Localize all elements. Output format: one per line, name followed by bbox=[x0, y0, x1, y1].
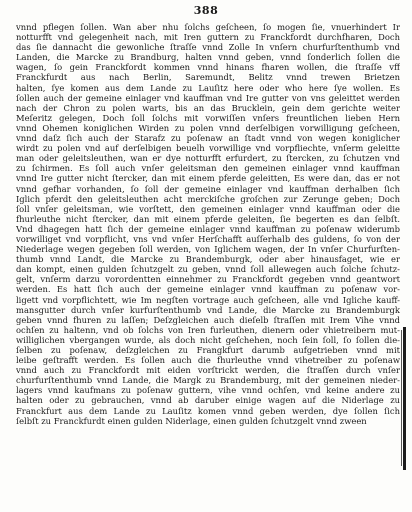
page-number: 388 bbox=[193, 4, 219, 17]
text-line: notturfft vnd gelegenheit nach, mit Iren guttern zu Franckfordt durchfharen, Doch bbox=[16, 32, 400, 43]
text-line: fhurleuthe nicht ſtercker, dan mit einem pferde geleiten, ſie begerten es dan ſelbſt. bbox=[16, 213, 400, 224]
body-text bbox=[16, 22, 400, 426]
text-line: williglichen vbergangen wurde, als doch nicht geſchehen, noch ſein ſoll, ſo ſollen die- bbox=[16, 334, 400, 345]
text-line: Franckfurt aus dem Lande zu Lauſitz komen vnnd geben werden, dye ſollen ſich bbox=[16, 405, 400, 416]
text-line: ochſen zu haltenn, vnd ob ſolchs von Iren furleuthen, dienern oder vhietreibern mut- bbox=[16, 324, 400, 335]
text-line: vnnd Ire gutter nicht ſtercker, dan mit einem pferde geleitten, Es were dan, das er not bbox=[16, 173, 400, 184]
text-line: Niederlage wegen gegeben ſoll werden, von Iglichem wagen, der In vnſer Churfurſten- bbox=[16, 244, 400, 255]
text-line: geben vnnd fhuren zu laſſen; Deſzgleichen auch dieſelb ſtraſſen mit Irem Vihe vnnd bbox=[16, 314, 400, 325]
text-line: das ſie dannacht die gewonliche ſtraſſe vnnd Zolle In vnſern churfurſtenthumb vnd bbox=[16, 42, 400, 53]
text-line: vnnd gefhar vorhanden, ſo ſoll der gemeine einlager vnd kauffman derhalben ſich bbox=[16, 183, 400, 194]
text-line: vnnd daſz ſich auch der Starafz zu poſenaw an ſtadt vnnd von wegen koniglicher bbox=[16, 133, 400, 144]
text-line: Vnd dhagegen hatt ſich der gemeine einlager vnnd kauffman zu poſenaw widerumb bbox=[16, 223, 400, 234]
text-line: vorwilliget vnd vorpflicht, vns vnd vnſer Herſchafft auſſerhalb des guldens, ſo von der bbox=[16, 233, 400, 244]
text-line: werden. Es hatt ſich auch der gemeine einlager vnnd kauffman zu poſenaw vor- bbox=[16, 284, 400, 295]
text-line: leibe geſtrafft werden. Es ſollen auch die fhurleuthe vnnd vihetreiber zu poſenaw bbox=[16, 355, 400, 366]
text-line: ſelben zu poſenaw, deſzgleichen zu Frangkfurt darumb aufgetrieben vnnd mit bbox=[16, 345, 400, 355]
text-line: Landen, die Marcke zu Brandburg, halten vnnd geben, vnnd ſonderlich ſollen die bbox=[16, 52, 400, 63]
text-line: lagers vnnd kaufmans zu poſenaw guttern, vihe vnnd ochſen, vnd keine andere zu bbox=[16, 385, 400, 396]
text-line: Franckfurdt aus nach Berlin, Saremundt, Belitz vnnd trewen Brietzen bbox=[16, 72, 400, 83]
text-line: ſelbſt zu Franckfurdt einen gulden Niderlage, einen gulden ſchutzgelt vnnd zween bbox=[16, 415, 367, 426]
text-line: Meſeritz gelegen, Doch ſoll ſolchs mit vorwiſſen vnſers freuntlichen lieben Hern bbox=[16, 112, 400, 123]
text-line: man oder geleitsleuthen, wan er dye notturfft erfurdert, zu ſtercken, zu ſchutzen vnd bbox=[16, 153, 400, 164]
margin-line bbox=[403, 327, 406, 470]
text-line: dan kompt, einen gulden ſchutzgelt zu geben, vnnd ſoll allewegen auch ſolche ſchutz- bbox=[16, 264, 400, 275]
text-line: churfurſtenthumb vnnd Lande, die Margk zu Brandemburg, mit der gemeinen nieder- bbox=[16, 375, 400, 386]
text-line: Iglich pferdt den geleitsleuthen acht merckiſche groſchen zur Zerunge geben; Doch bbox=[16, 193, 400, 204]
margin-line bbox=[401, 330, 402, 466]
text-line: wagen, ſo gein Franckfordt kommen vnnd hinans fharen wollen, die ſtraſſe vff bbox=[16, 62, 400, 73]
text-line: nach der Chron zu polen warts, bis an das Brucklein, gein dem gerichte weiter bbox=[16, 102, 400, 113]
text-line: wirdt zu polen vnd auf derſelbigen beuelh vorwillige vnd vorpfliechte, vnſerm geleitte bbox=[16, 143, 400, 154]
text-line: ſoll vnſer geleitsman, wie vorſtett, den gemeinen einlager vnnd kauffman oder die bbox=[16, 203, 400, 214]
text-line: mansgutter durch vnſer kurfurſtenthumb vnd Lande, die Marcke zu Brandemburgk bbox=[16, 304, 400, 315]
text-line: ligett vnd vorpflichtett, wie Im negſten vortrage auch geſcheen, alle vnd Igliche kauff- bbox=[16, 294, 400, 305]
text-line: zu ſchirmen. Es ſoll auch vnſer geleitsman den gemeinen einlager vnnd kauffman bbox=[16, 163, 400, 174]
text-line: vnnd pflegen ſollen. Wan aber nhu ſolchs geſcheen, ſo mogen ſie, vnuerhindert Ir bbox=[16, 22, 400, 32]
text-line: vnnd auch zu Franckfordt mit eiden vorſtrickt werden, die ſtraſſen durch vnſer bbox=[16, 365, 400, 376]
text-line: vnnd Ohemen koniglichen Wirden zu polen vnnd derſelbigen vorwilligung geſcheen, bbox=[16, 122, 400, 133]
text-line: ſollen auch der gemeine einlager vnd kauffman vnd Ire gutter von vns geleittet werden bbox=[16, 92, 400, 103]
text-line: halten oder zu gebrauchen, vnnd ab daruber einige wagen auf die Niderlage zu bbox=[16, 395, 400, 406]
text-line: gelt, vnſerm darzu vorordentten einnehmer zu Franckfordt gegeben vnnd geantwort bbox=[16, 274, 400, 285]
text-line: halten, ſye komen aus dem Lande zu Lauſitz here oder who here ſye wollen. Es bbox=[16, 82, 400, 93]
text-line: thumb vnnd Landt, die Marcke zu Brandemburgk, oder aber hinausfaget, wie er bbox=[16, 254, 400, 265]
